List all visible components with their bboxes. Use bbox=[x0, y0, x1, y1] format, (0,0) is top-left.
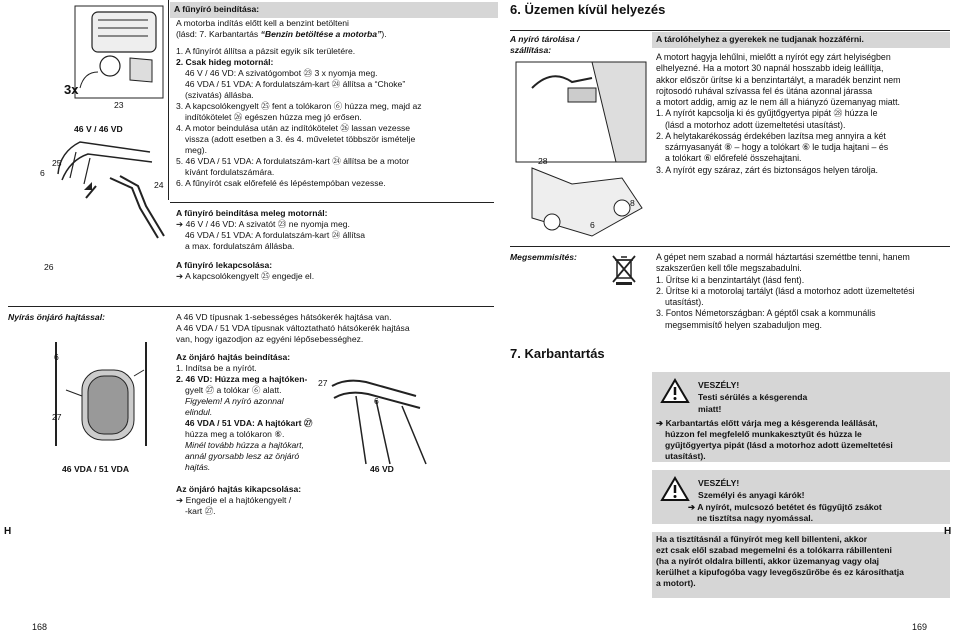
disengage-title: Az önjáró hajtás kikapcsolása: bbox=[176, 484, 302, 494]
disposal-p5: 3. Fontos Németországban: A géptől csak a kommunális bbox=[656, 308, 876, 319]
stop-block bbox=[176, 260, 494, 282]
disposal-p2: 1. Ürítse ki a benzintartályt (lásd fent). bbox=[656, 274, 805, 285]
disengage-2: -kart ㉗. bbox=[185, 506, 216, 516]
step-2a: 46 V / 46 VD: A szivatógombot ㉓ 3 x nyomja meg. bbox=[185, 68, 378, 78]
drive-p1: A 46 VD típusnak 1-sebességes hátsókerék hajtása van. bbox=[176, 312, 392, 322]
warm-title: A fűnyíró beindítása meleg motornál: bbox=[176, 208, 328, 218]
callout-6-storage: 6 bbox=[590, 220, 595, 230]
label-vda: 46 VDA / 51 VDA bbox=[62, 464, 130, 474]
warning-1-line-2: gyűjtőgyertya pipát (lásd a motorhoz adott üzemeltetési bbox=[665, 440, 893, 450]
storage-p10: 3. A nyírót egy száraz, zárt és biztonságos helyen tárolja. bbox=[656, 164, 878, 175]
warning-triangle-icon bbox=[660, 378, 690, 404]
crossed-bin-icon bbox=[610, 252, 638, 286]
step-2b: 46 VDA / 51 VDA: A fordulatszám-kart ㉔ állítsa a “Choke” bbox=[185, 79, 406, 89]
callout-26: 26 bbox=[44, 262, 54, 272]
step-4: 4. A motor beindulása után az indítókötelet ㉖ lassan vezesse bbox=[176, 123, 411, 133]
callout-25: 25 bbox=[52, 158, 62, 168]
disengage-block bbox=[176, 484, 376, 517]
start-title: A fűnyíró beindítása: bbox=[170, 2, 498, 18]
start-steps bbox=[176, 46, 494, 189]
start-notes bbox=[176, 18, 494, 40]
warning-2-sub: Személyi és anyagi kárók! bbox=[698, 490, 805, 500]
warning-1-line-3: utasítást). bbox=[665, 451, 706, 461]
storage-p5: 1. A nyírót kapcsolja ki és gyűjtőgyertya pipát ㉘ húzza le bbox=[656, 108, 878, 119]
start-note-2: (lásd: 7. Karbantartás “Benzin betöltése a motorba”). bbox=[176, 29, 387, 39]
label-3x: 3x bbox=[64, 82, 79, 97]
side-letter-left: H bbox=[4, 526, 12, 537]
step-3: 3. A kapcsolókengyelt ㉕ fent a tolókaron ⑥ húzza meg, majd az bbox=[176, 101, 422, 111]
warm-block bbox=[176, 208, 494, 252]
step-4c: meg). bbox=[185, 145, 207, 155]
callout-6-mid: 6 bbox=[54, 352, 59, 362]
stop-1: ➔ A kapcsolókengyelt ㉕ engedje el. bbox=[176, 271, 315, 281]
storage-body bbox=[656, 52, 946, 176]
step-5: 5. 46 VDA / 51 VDA: A fordulatszám-kart ㉔ állítsa be a motor bbox=[176, 156, 410, 166]
warning-triangle-icon-2 bbox=[660, 476, 690, 502]
page-number-right: 169 bbox=[912, 622, 928, 632]
warning-2-line-1: ne tisztítsa nagy nyomással. bbox=[697, 513, 814, 523]
storage-head: A tárolóhelyhez a gyerekek ne tudjanak hozzáférni. bbox=[652, 32, 950, 48]
warning-1-sub2: miatt! bbox=[698, 404, 722, 414]
disposal-p3: 2. Ürítse ki a motorolaj tartályt (lásd a motorhoz adott üzemeltetési bbox=[656, 285, 915, 296]
note-body bbox=[656, 534, 948, 589]
disposal-p6: megsemmisítő helyen szabaduljon meg. bbox=[665, 319, 822, 330]
warning-1-body bbox=[656, 418, 946, 462]
warning-2-line-0: ➔ A nyírót, mulcsozó betétet és fűgyűjtő zsákot bbox=[688, 502, 882, 512]
storage-p0: A motort hagyja lehűlni, mielőtt a nyírót egy zárt helyiségben bbox=[656, 52, 891, 62]
step-5b: kívánt fordulatszámára. bbox=[185, 167, 275, 177]
callout-23: 23 bbox=[114, 100, 124, 110]
page-number-left: 168 bbox=[32, 622, 48, 632]
engage-3d: annál gyorsabb lesz az önjáró bbox=[185, 451, 300, 461]
step-2b2: (szivatás) állásba. bbox=[185, 90, 254, 100]
engage-block bbox=[176, 352, 316, 473]
warm-1: ➔ 46 V / 46 VD: A szivatót ㉓ ne nyomja meg. bbox=[176, 219, 350, 229]
divider-drive bbox=[8, 306, 494, 307]
side-letter-right: H bbox=[944, 526, 952, 537]
storage-illustration bbox=[512, 58, 650, 238]
drive-intro bbox=[176, 312, 494, 345]
storage-p7: 2. A helytakarékosság érdekében lazítsa meg annyira a két bbox=[656, 130, 886, 141]
step-2: 2. Csak hideg motornál: bbox=[176, 57, 274, 67]
engage-3b: húzza meg a tolókaron ⑥. bbox=[185, 429, 285, 439]
callout-28: 28 bbox=[538, 156, 548, 166]
callout-27: 27 bbox=[52, 412, 62, 422]
storage-p1: elhelyezné. Ha a motort 30 napnál hosszabb ideig leállítja, bbox=[656, 63, 884, 74]
callout-8-storage: 8 bbox=[630, 198, 635, 208]
note-line-0: Ha a tisztításnál a fűnyírót meg kell billenteni, akkor bbox=[656, 534, 868, 544]
engage-3e: hajtás. bbox=[185, 462, 211, 472]
disposal-p4: utasítást). bbox=[665, 297, 704, 307]
section-6-title: 6. Üzemen kívül helyezés bbox=[510, 2, 666, 17]
note-line-1: ezt csak elől szabad megemelni és a tolókarra rábillenteni bbox=[656, 545, 892, 555]
warm-2: 46 VDA / 51 VDA: A fordulatszám-kart ㉔ állítsa bbox=[185, 230, 366, 240]
disposal-p0: A gépet nem szabad a normál háztartási szeméttbe tenni, hanem bbox=[656, 252, 910, 262]
stop-title: A fűnyíró lekapcsolása: bbox=[176, 260, 273, 270]
step-3b: indítókötelet ㉖ egészen húzza meg jó erősen. bbox=[185, 112, 362, 122]
disposal-body bbox=[656, 252, 946, 331]
section-7-title: 7. Karbantartás bbox=[510, 346, 605, 361]
drive-p3: van, hogy igazodjon az egyéni lépősebességhez. bbox=[176, 334, 364, 344]
storage-p2: akkor először ürítse ki a benzintartályt, a maradék benzint nem bbox=[656, 74, 901, 85]
left-divider bbox=[168, 0, 169, 200]
callout-24: 24 bbox=[154, 180, 164, 190]
step-1: 1. A fűnyírót állítsa a pázsit egyik sík területére. bbox=[176, 46, 356, 56]
start-note-1: A motorba indítás előtt kell a benzint betölteni bbox=[176, 18, 349, 28]
drive-p2: A 46 VDA / 51 VDA típusnak változtatható hátsókerék hajtása bbox=[176, 323, 410, 333]
storage-p6: (lásd a motorhoz adott üzemeltetési utasítást). bbox=[665, 119, 846, 130]
note-line-4: a motort). bbox=[656, 578, 696, 588]
storage-p3: rojtosodó ruhával szívassa fel és ütána azonnal járassa bbox=[656, 85, 873, 96]
step-6: 6. A fűnyírót csak előrefelé és lépéstempóban vezesse. bbox=[176, 178, 386, 188]
disposal-p1: szakszerűen kell tőle megszabadulni. bbox=[656, 263, 802, 274]
engage-3c: Minél tovább húzza a hajtókart, bbox=[185, 440, 304, 450]
callout-6-top: 6 bbox=[40, 168, 45, 178]
warning-1-sub: Testi sérülés a késgerenda bbox=[698, 392, 808, 402]
callout-27-vd: 27 bbox=[318, 378, 328, 388]
warm-3: a max. fordulatszám állásba. bbox=[185, 241, 295, 251]
step-4b: vissza (adott esetben a 3. és 4. műveletet többször ismételje bbox=[185, 134, 416, 144]
engage-3: 46 VDA / 51 VDA: A hajtókart ㉗ bbox=[185, 418, 313, 428]
warning-2-title: VESZÉLY! bbox=[698, 478, 740, 488]
label-46vd: 46 VD bbox=[370, 464, 394, 474]
disengage-1: ➔ Engedje el a hajtókengyelt / bbox=[176, 495, 292, 505]
engage-warn2: elindul. bbox=[185, 407, 213, 417]
storage-label-2: szállítása: bbox=[510, 45, 552, 55]
engage-warn: Figyelem! A nyíró azonnal bbox=[185, 396, 284, 406]
warning-1-line-0: ➔ Karbantartás előtt várja meg a késgerenda leállását, bbox=[656, 418, 878, 428]
storage-p4: a motort addig, amig az le nem áll a hiányzó üzemanyag miatt. bbox=[656, 97, 900, 107]
warning-1-title: VESZÉLY! bbox=[698, 380, 740, 390]
divider-disposal bbox=[510, 246, 950, 247]
note-line-2: (ha a nyírót oldalra billenti, akkor üzemanyag vagy olaj bbox=[656, 556, 880, 566]
divider-warm bbox=[170, 202, 494, 203]
warning-1-line-1: húzzon fel megfelelő munkakesztyűt és húzza le bbox=[665, 429, 862, 439]
engage-2: 2. 46 VD: Húzza meg a hajtóken- bbox=[176, 374, 308, 384]
warning-2-body bbox=[688, 502, 948, 524]
engage-1: 1. Indítsa be a nyírót. bbox=[176, 363, 257, 373]
drive-vd-illustration bbox=[316, 376, 436, 468]
note-line-3: kerülhet a kipufogóba vagy levegőszűrőbe és ez károsíthatja bbox=[656, 567, 904, 577]
drive-label: Nyírás önjáró hajtással: bbox=[8, 312, 105, 322]
engage-title: Az önjáró hajtás beindítása: bbox=[176, 352, 291, 362]
divider-storage bbox=[510, 30, 950, 31]
storage-p9: a tolókart ⑥ előrefelé összehajtani. bbox=[665, 153, 802, 164]
drive-vda-illustration bbox=[46, 336, 158, 466]
disposal-label: Megsemmisítés: bbox=[510, 252, 577, 262]
engage-2b: gyelt ㉗ a tolókar ⑥ alatt. bbox=[185, 385, 282, 395]
callout-6-vd: 6 bbox=[374, 396, 379, 406]
storage-label-1: A nyíró tárolása / bbox=[510, 34, 580, 44]
label-46v-46vd: 46 V / 46 VD bbox=[74, 124, 123, 134]
engine-start-illustration bbox=[40, 2, 168, 242]
storage-p8: szárnyasanyát ⑧ – hogy a tolókart ⑥ le tudja hajtani – és bbox=[665, 142, 889, 152]
